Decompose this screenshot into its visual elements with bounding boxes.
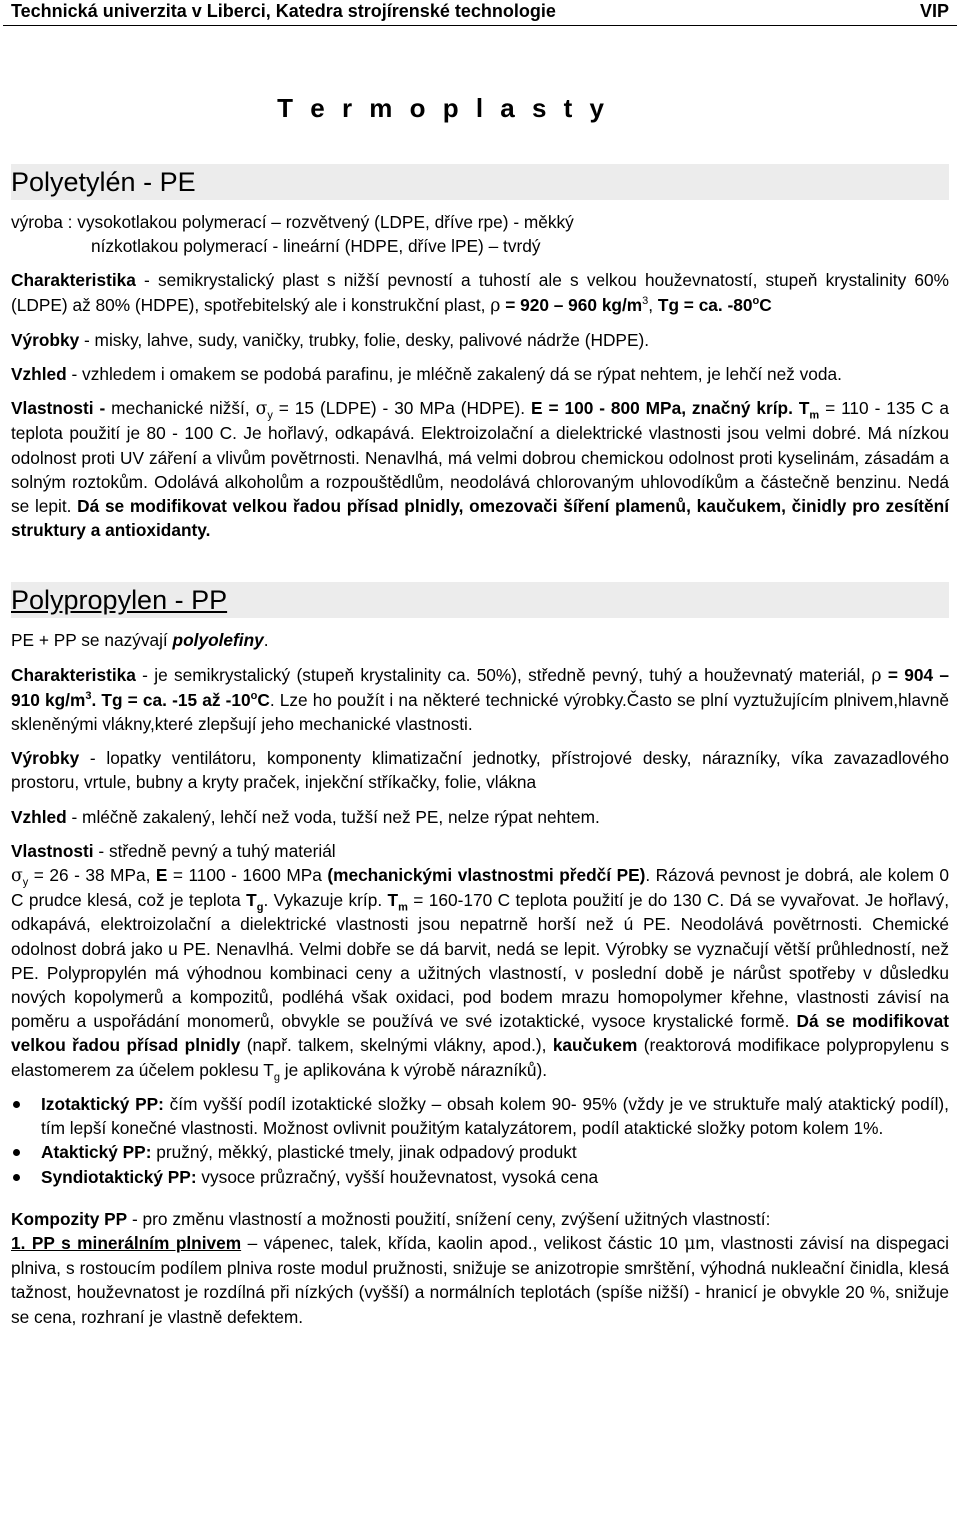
pp-composites: Kompozity PP - pro změnu vlastností a možnosti použití, snížení ceny, zvýšení užitných vlastností: [11, 1208, 771, 1229]
page-header [3, 0, 957, 26]
rho-symbol: ρ [871, 665, 882, 686]
pe-characteristics: Charakteristika - semikrystalický plast s nižší pevností a tuhostí ale s velkou houževnatostí, stupeň krystalinity 60% (LDPE) až 80% (HDPE), spotřebitelský ale i konstrukční plast, ρ = 920 – 960 $kg/m^3$, Tg = ca. -80$^o$C [11, 270, 949, 316]
pp-intro: PE + PP se nazývají polyolefiny. [11, 630, 269, 651]
pp-products: Výrobky - lopatky ventilátoru, komponenty klimatizační jednotky, přístrojové desky, nárazníky, víka zavazadlového prostoru, vrtule, bubny a kryty praček, injekční stříkačky, folie, vlákna [11, 748, 949, 793]
pe-appearance: Vzhled - vzhledem i omakem se podobá parafinu, je mléčně zakalený dá se rýpat nehtem, je lehčí než voda. [11, 364, 842, 385]
section-heading-pp: Polypropylen - PP [11, 582, 949, 618]
pe-char-label: Charakteristika [11, 270, 136, 291]
pp-composites-mineral: 1. PP s minerálním plnivem – vápenec, talek, křída, kaolin apod., velikost částic 10 μm, vlastnosti závisí na dispegaci plniva, s rostoucím podílem plniva roste modul pružnosti, snižuje se anizotropie smrštění, výhodná nukleační činidla, klesá tažnost, houževnatost je rozdílná při nízkých (vyšší) a normálních teplotách (spíše nižší) - hranicí je obvykle 20 %, snižuje se cena, rozhraní je vlastně defektem. [11, 1232, 949, 1327]
pe-properties: Vlastnosti - mechanické nižší, $\sigma_y = 15$ (LDPE) - 30 MPa (HDPE). E = 100 - 800 MPa, značný kríp. $T_m = 110 - 135$ C a teplota použití je 80 - 100 C. Je hořlavý, odkapává. Elektroizolační a dielektrické vlastnosti jsou velmi dobré. Má nízkou odolnost proti UV záření a vlivům povětrnosti. Nenavlhá, má velmi dobrou chemickou odolnost proti kyselinám, zásadám a solným roztokům. Odolává alkoholům a rozpouštědlům, neodolává chlorovaným uhlovodíkům a částečně benzinu. Nedá se lepit. Dá se modifikovat velkou řadou přísad plnidly, omezovači šíření plamenů, kaučukem, činidly pro zesítění struktury a antioxidanty. [11, 398, 950, 541]
document-title: T e r m o p l a s t y [277, 93, 609, 123]
pe-products: Výrobky - misky, lahve, sudy, vaničky, trubky, folie, desky, palivové nádrže (HDPE). [11, 329, 650, 350]
list-item: Syndiotaktický PP: vysoce průzračný, vyšší houževnatost, vysoká cena [11, 1165, 949, 1189]
pp-appearance: Vzhled - mléčně zakalený, lehčí než voda, tužší než PE, nelze rýpat nehtem. [11, 806, 600, 827]
sigma-symbol: σ [255, 399, 268, 420]
pp-types-list [11, 1092, 949, 1189]
pe-production-line-2: nízkotlakou polymerací - lineární (HDPE, dříve lPE) – tvrdý [91, 236, 541, 257]
rho-symbol: ρ [490, 295, 501, 316]
sigma-symbol: σ [11, 866, 23, 887]
header-course: VIP [919, 0, 949, 21]
pe-production-line-1: výroba : vysokotlakou polymerací – rozvětvený (LDPE, dříve rpe) - měkký [11, 212, 574, 232]
section-heading-pe: Polyetylén - PE [11, 164, 949, 200]
header-institution: Technická univerzita v Liberci, Katedra strojírenské technologie [11, 0, 556, 21]
pp-properties: $\sigma_y = 26 - 38$ MPa, E = 1100 - 1600 MPa (mechanickými vlastnostmi předčí PE). Rázová pevnost je dobrá, ale kolem 0 C prudce klesá, což je teplota $T_g$. Vykazuje kríp. $T_m = 160-170$ C teplota použití je do 130 C. Dá se vyvařovat. Je hořlavý, odkapává, elektroizolační a dielektrické vlastnosti jsou nepatrně horší než ú PE. Neodolává povětrnosti. Chemické odolnost dobrá jako u PE. Nenavlhá. Velmi dobře se dá barvit, nedá se lepit. Výrobky se vyznačují větší průhledností, než PE. Polypropylén má výhodnou kombinaci ceny a užitných vlastností, v poslední době je nárůst spotřeby v důsledku nových kopolymerů a kompozitů, podléhá však oxidaci, pod bodem mrazu homopolymer křehne, vlastnosti závisí na poměru a uspořádání monomerů, obvykle se používá ve své izotaktické, vysoce krystalické formě. Dá se modifikovat velkou řadou přísad plnidly (např. talkem, skelnými vlákny, apod.), kaučukem (reaktorová modifikace polypropylenu s elastomerem za účelem poklesu $T_g$ je aplikována k výrobě nárazníků). [11, 865, 950, 1084]
list-item: Izotaktický PP: čím vyšší podíl izotaktické složky – obsah kolem 90- 95% (vždy je ve struktuře malý ataktický podíl), tím lepší konečné vlastnosti. Možnost ovlivnit použitým katalyzátorem, podíl ataktické složky potom kolem 1%. [11, 1092, 949, 1140]
pp-properties-intro: Vlastnosti - středně pevný a tuhý materiál [11, 840, 336, 861]
mu-symbol: μ [684, 1233, 696, 1254]
list-item: Ataktický PP: pružný, měkký, plastické tmely, jinak odpadový produkt [11, 1140, 949, 1164]
pp-characteristics: Charakteristika - je semikrystalický (stupeň krystalinity ca. 50%), středně pevný, tuhý a houževnatý materiál, ρ = 904 – 910 $kg/m^3$. Tg = ca. -15 až -10$^o$C. Lze ho použít i na některé technické výrobky.Často se plní vyztužujícím plnivem,hlavně skleněnými vlákny,které zlepšují jeho mechanické vlastnosti. [11, 664, 949, 735]
